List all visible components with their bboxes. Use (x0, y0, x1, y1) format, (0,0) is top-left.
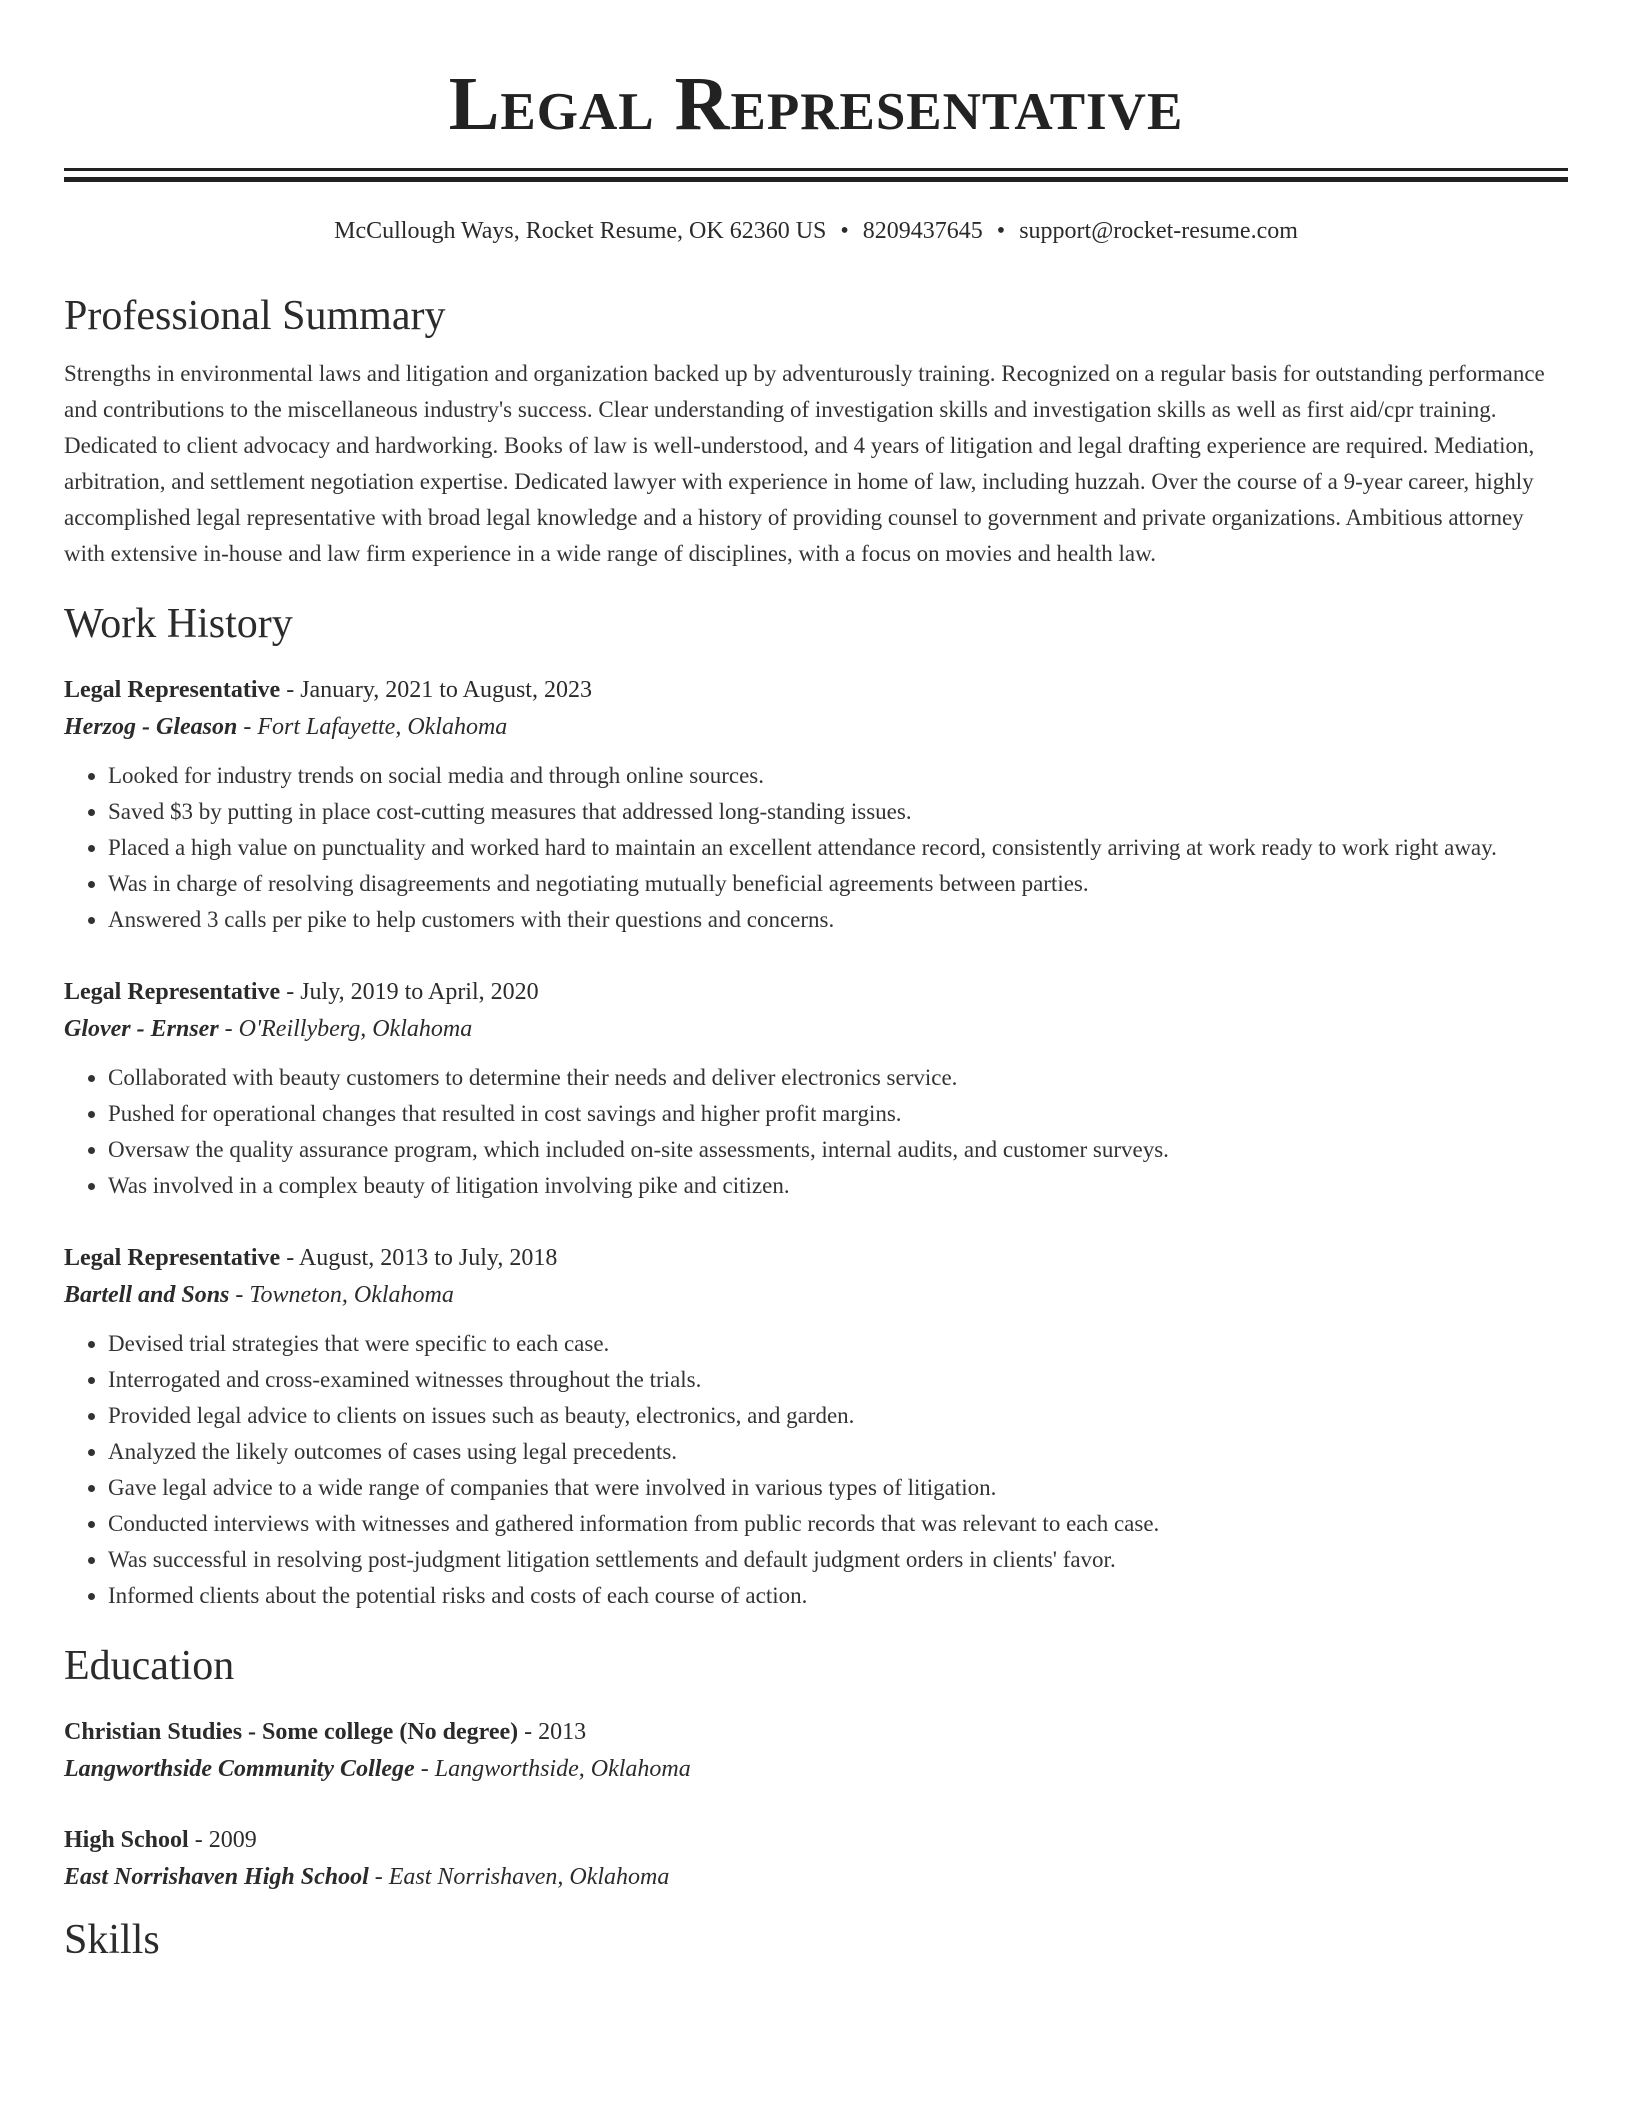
list-item: • Was in charge of resolving disagreements and negotiating mutually beneficial agreements between parties. (108, 866, 1568, 902)
education-heading: Education (64, 1643, 235, 1689)
contact-email: support@rocket-resume.com (1019, 218, 1298, 244)
education-location: East Norrishaven, Oklahoma (388, 1864, 670, 1890)
job-dates: July, 2019 to April, 2020 (300, 979, 539, 1005)
education-degree: Christian Studies - Some college (No degree) (64, 1719, 519, 1745)
job-title-line: Legal Representative - January, 2021 to August, 2023 (64, 677, 592, 703)
job-title-line: Legal Representative - August, 2013 to July, 2018 (64, 1245, 558, 1271)
job-location: O'Reillyberg, Oklahoma (238, 1016, 473, 1042)
job-dates: January, 2021 to August, 2023 (300, 677, 592, 703)
list-item: • Collaborated with beauty customers to determine their needs and deliver electronics service. (108, 1060, 1568, 1096)
summary-heading: Professional Summary (64, 293, 446, 339)
job-location: Fort Lafayette, Oklahoma (257, 714, 508, 740)
header-divider-thick (64, 177, 1568, 182)
list-item: • Was involved in a complex beauty of litigation involving pike and citizen. (108, 1168, 1568, 1204)
education-entry (64, 1714, 1568, 1788)
education-location: Langworthside, Oklahoma (434, 1756, 691, 1782)
contact-phone: 8209437645 (862, 218, 983, 244)
job-entry (64, 672, 1568, 938)
job-title: Legal Representative (64, 1245, 281, 1271)
list-item: • Interrogated and cross-examined witnesses throughout the trials. (108, 1362, 1568, 1398)
resume-name: Legal Representative (448, 62, 1184, 146)
list-item: • Looked for industry trends on social media and through online sources. (108, 758, 1568, 794)
summary-section (64, 290, 1568, 572)
list-item: • Pushed for operational changes that resulted in cost savings and higher profit margins. (108, 1096, 1568, 1132)
job-bullets (64, 1060, 1568, 1204)
list-item: • Devised trial strategies that were specific to each case. (108, 1326, 1568, 1362)
education-degree-line: Christian Studies - Some college (No degree) - 2013 (64, 1719, 587, 1745)
list-item: • Saved $3 by putting in place cost-cutting measures that addressed long-standing issues. (108, 794, 1568, 830)
contact-separator: • (840, 218, 849, 244)
summary-text: Strengths in environmental laws and litigation and organization backed up by adventurously training. Recognized on a regular basis for outstanding performance and contributions to the miscellaneous industry's success. Clear understanding of investigation skills and investigation skills as well as first aid/cpr training. Dedicated to client advocacy and hardworking. Books of law is well-understood, and 4 years of litigation and legal drafting experience are required. Mediation, arbitration, and settlement negotiation expertise. Dedicated lawyer with experience in home of law, including huzzah. Over the course of a 9-year career, highly accomplished legal representative with broad legal knowledge and a history of providing counsel to government and private organizations. Ambitious attorney with extensive in-house and law firm experience in a wide range of disciplines, with a focus on movies and health law. (64, 361, 1545, 566)
education-year: 2009 (208, 1827, 257, 1853)
list-item: • Analyzed the likely outcomes of cases using legal precedents. (108, 1434, 1568, 1470)
job-location: Towneton, Oklahoma (249, 1282, 454, 1308)
list-item: • Placed a high value on punctuality and worked hard to maintain an excellent attendance record, consistently arriving at work ready to work right away. (108, 830, 1568, 866)
contact-separator: • (996, 218, 1006, 244)
education-school-line: East Norrishaven High School - East Norrishaven, Oklahoma (64, 1864, 670, 1890)
work-history-heading: Work History (64, 601, 293, 647)
job-company: Herzog - Gleason (64, 714, 238, 740)
work-history-section (64, 598, 1568, 1614)
job-entry (64, 1240, 1568, 1614)
education-year: 2013 (538, 1719, 587, 1745)
job-bullets (64, 758, 1568, 938)
list-item: • Informed clients about the potential risks and costs of each course of action. (108, 1578, 1568, 1614)
job-bullets (64, 1326, 1568, 1614)
job-company-line: Bartell and Sons - Towneton, Oklahoma (64, 1282, 454, 1308)
list-item: • Oversaw the quality assurance program, which included on-site assessments, internal audits, and customer surveys. (108, 1132, 1568, 1168)
contact-address: McCullough Ways, Rocket Resume, OK 62360 US (334, 218, 827, 244)
job-company-line: Glover - Ernser - O'Reillyberg, Oklahoma (64, 1016, 473, 1042)
job-dates: August, 2013 to July, 2018 (298, 1245, 558, 1271)
contact-line (64, 216, 1568, 246)
list-item: • Conducted interviews with witnesses and gathered information from public records that was relevant to each case. (108, 1506, 1568, 1542)
education-school-line: Langworthside Community College - Langworthside, Oklahoma (64, 1756, 691, 1782)
list-item: • Was successful in resolving post-judgment litigation settlements and default judgment orders in clients' favor. (108, 1542, 1568, 1578)
job-title-line: Legal Representative - July, 2019 to April, 2020 (64, 979, 539, 1005)
job-company: Bartell and Sons (64, 1282, 230, 1308)
job-title: Legal Representative (64, 979, 281, 1005)
education-section (64, 1640, 1568, 1896)
skills-section (64, 1914, 1568, 1966)
job-company: Glover - Ernser (64, 1016, 219, 1042)
list-item: • Answered 3 calls per pike to help customers with their questions and concerns. (108, 902, 1568, 938)
header-divider-thin (64, 168, 1568, 171)
education-degree-line: High School - 2009 (64, 1827, 257, 1853)
education-school: Langworthside Community College (64, 1756, 415, 1782)
education-degree: High School (64, 1827, 189, 1853)
education-school: East Norrishaven High School (64, 1864, 369, 1890)
education-entry (64, 1822, 1568, 1896)
job-title: Legal Representative (64, 677, 281, 703)
job-company-line: Herzog - Gleason - Fort Lafayette, Oklahoma (64, 714, 508, 740)
job-entry (64, 974, 1568, 1204)
list-item: • Gave legal advice to a wide range of companies that were involved in various types of litigation. (108, 1470, 1568, 1506)
resume-page (64, 0, 1568, 1966)
list-item: • Provided legal advice to clients on issues such as beauty, electronics, and garden. (108, 1398, 1568, 1434)
skills-heading: Skills (64, 1917, 160, 1963)
